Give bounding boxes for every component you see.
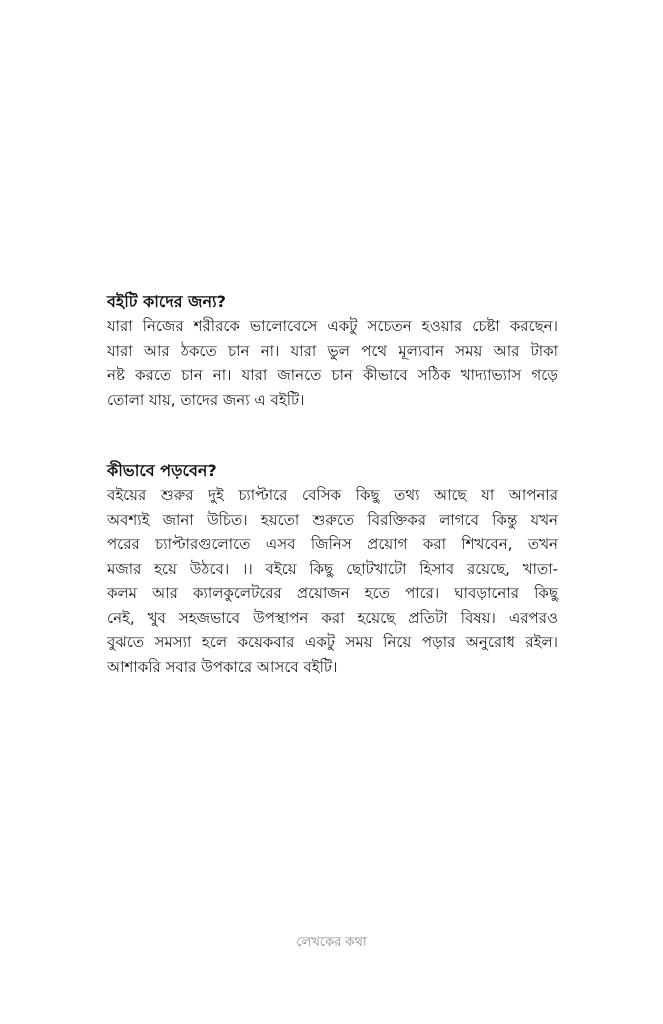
section-heading: কীভাবে পড়বেন? (107, 461, 217, 480)
paragraph-line: বইয়ের শুরুর দুই চ্যাপ্টারে বেসিক কিছু তথ্য আছে যা আপনার (107, 486, 558, 504)
paragraph-line: নেই, খুব সহজভাবে উপস্থাপন করা হয়েছে প্রতিটা বিষয়। এরপরও (107, 608, 558, 627)
paragraph-line: বুঝতে সমস্যা হলে কয়েকবার একটু সময় নিয়ে পড়ার অনুরোধ রইল। (107, 633, 558, 651)
paragraph-line: মজার হয়ে উঠবে। ।। বইয়ে কিছু ছোটখাটো হিসাব রয়েছে, খাতা- (107, 559, 558, 578)
paragraph-line: পরের চ্যাপ্টারগুলোতে এসব জিনিস প্রয়োগ করা শিখবেন, তখন (107, 535, 558, 553)
paragraph-line: যারা নিজের শরীরকে ভালোবেসে একটু সচেতন হওয়ার চেষ্টা করছেন। (107, 317, 558, 335)
section-heading: বইটি কাদের জন্য? (107, 292, 226, 311)
paragraph-line: আশাকরি সবার উপকারে আসবে বইটি। (107, 657, 338, 676)
paragraph-line: তোলা যায়, তাদের জন্য এ বইটি। (107, 390, 305, 409)
paragraph-line: কলম আর ক্যালকুলেটরের প্রয়োজন হতে পারে। ঘাবড়ানোর কিছু (107, 584, 558, 602)
section-how-to-read (107, 458, 558, 679)
paragraph-line: নষ্ট করতে চান না। যারা জানতে চান কীভাবে সঠিক খাদ্যাভ্যাস গড়ে (107, 366, 558, 384)
paragraph-line: যারা আর ঠকতে চান না। যারা ভুল পথে মূল্যবান সময় আর টাকা (107, 341, 558, 360)
page-footer-running-title: লেখকের কথা (296, 935, 367, 950)
paragraph-line: অবশ্যই জানা উচিত। হয়তো শুরুতে বিরক্তিকর লাগবে কিন্তু যখন (107, 510, 558, 529)
section-who-is-this-book-for (107, 289, 558, 412)
